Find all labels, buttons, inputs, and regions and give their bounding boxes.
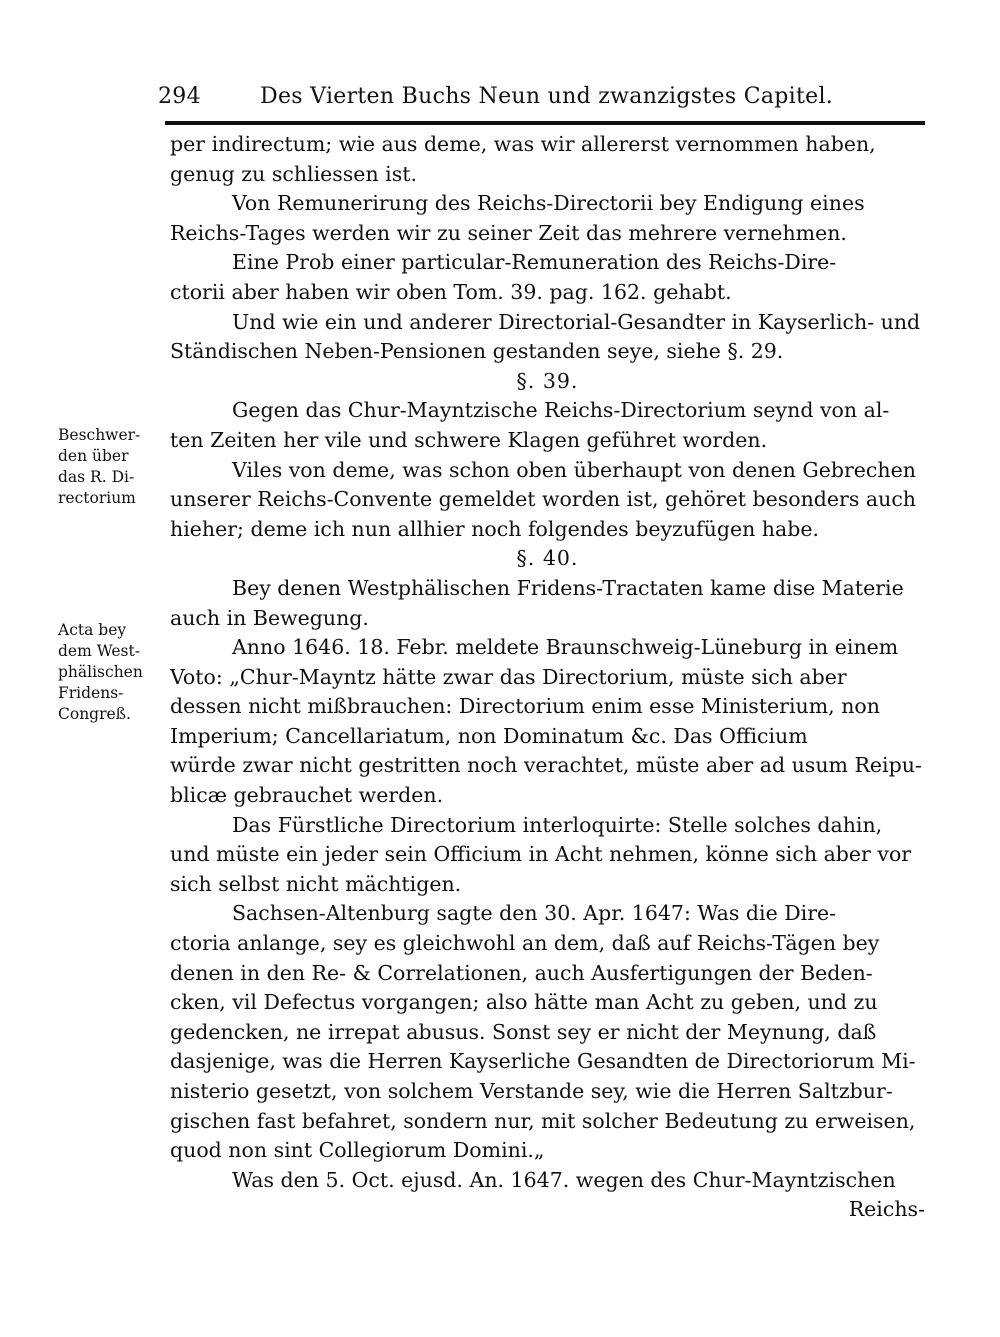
margin-note-line: den über bbox=[58, 447, 129, 465]
text-line: würde zwar nicht gestritten noch verachtet, müste aber ad usum Reipu- bbox=[170, 753, 922, 778]
margin-note-line: Congreß. bbox=[58, 705, 131, 723]
text-line: ten Zeiten her vile und schwere Klagen geführet worden. bbox=[170, 427, 768, 452]
margin-note-acta bbox=[58, 620, 163, 725]
section-heading-39: §. 39. bbox=[516, 368, 579, 393]
text-line: nisterio gesetzt, von solchem Verstande sey, wie die Herren Saltzbur- bbox=[170, 1079, 893, 1103]
text-line: Sachsen-Altenburg sagte den 30. Apr. 1647: Was die Dire- bbox=[232, 901, 837, 926]
text-line: Bey denen Westphälischen Fridens-Tractaten kame dise Materie bbox=[232, 575, 904, 600]
text-line: Anno 1646. 18. Febr. meldete Braunschweig-Lüneburg in einem bbox=[232, 635, 899, 660]
text-line: blicæ gebrauchet werden. bbox=[170, 783, 444, 808]
text-line: hieher; deme ich nun allhier noch folgendes beyzufügen habe. bbox=[170, 516, 819, 541]
text-line: Eine Prob einer particular-Remuneration des Reichs-Dire- bbox=[232, 250, 837, 275]
body-text bbox=[170, 130, 925, 1225]
text-line: Gegen das Chur-Mayntzische Reichs-Directorium seynd von al- bbox=[232, 398, 890, 423]
page-header bbox=[150, 78, 925, 118]
text-line: per indirectum; wie aus deme, was wir allererst vernommen haben, bbox=[170, 132, 876, 156]
text-line: Viles von deme, was schon oben überhaupt von denen Gebrechen bbox=[232, 457, 916, 482]
margin-note-line: Beschwer- bbox=[58, 426, 141, 444]
text-line: unserer Reichs-Convente gemeldet worden ist, gehöret besonders auch bbox=[170, 487, 916, 512]
text-line: Das Fürstliche Directorium interloquirte: Stelle solches dahin, bbox=[232, 812, 883, 837]
text-line: Reichs-Tages werden wir zu seiner Zeit das mehrere vernehmen. bbox=[170, 220, 847, 245]
margin-note-line: rectorium bbox=[58, 489, 136, 507]
text-line: auch in Bewegung. bbox=[170, 605, 369, 630]
text-line: dasjenige, was die Herren Kayserliche Gesandten de Directoriorum Mi- bbox=[170, 1049, 916, 1074]
text-line: Und wie ein und anderer Directorial-Gesandter in Kayserlich- und bbox=[232, 309, 921, 334]
text-line: gischen fast befahret, sondern nur, mit solcher Bedeutung zu erweisen, bbox=[170, 1108, 916, 1133]
margin-note-line: dem West- bbox=[58, 642, 140, 660]
text-line: Ständischen Neben-Pensionen gestanden seye, siehe §. 29. bbox=[170, 339, 784, 364]
text-line: ctoria anlange, sey es gleichwohl an dem, daß auf Reichs-Tägen bey bbox=[170, 931, 880, 956]
margin-note-line: phälischen bbox=[58, 663, 143, 681]
text-line: dessen nicht mißbrauchen: Directorium enim esse Ministerium, non bbox=[170, 694, 880, 719]
text-line: quod non sint Collegiorum Domini.„ bbox=[170, 1138, 545, 1163]
text-line: Von Remunerirung des Reichs-Directorii bey Endigung eines bbox=[232, 191, 865, 216]
section-heading-40: §. 40. bbox=[516, 546, 579, 571]
margin-note-complaints bbox=[58, 425, 163, 509]
page-number: 294 bbox=[158, 84, 201, 109]
text-line: ctorii aber haben wir oben Tom. 39. pag. 162. gehabt. bbox=[170, 279, 732, 304]
text-line: und müste ein jeder sein Officium in Acht nehmen, könne sich aber vor bbox=[170, 842, 912, 867]
text-line: sich selbst nicht mächtigen. bbox=[170, 871, 462, 896]
catchword: Reichs- bbox=[848, 1197, 925, 1222]
text-line: Was den 5. Oct. ejusd. An. 1647. wegen des Chur-Mayntzischen bbox=[232, 1167, 896, 1192]
running-title: Des Vierten Buchs Neun und zwanzigstes Capitel. bbox=[260, 84, 834, 109]
margin-note-line: Fridens- bbox=[58, 684, 124, 702]
header-rule bbox=[165, 121, 925, 125]
margin-note-line: Acta bey bbox=[58, 621, 127, 639]
text-line: genug zu schliessen ist. bbox=[170, 161, 417, 186]
text-line: denen in den Re- & Correlationen, auch Ausfertigungen der Beden- bbox=[170, 960, 873, 985]
text-line: Voto: „Chur-Mayntz hätte zwar das Directorium, müste sich aber bbox=[170, 664, 847, 689]
text-line: gedencken, ne irrepat abusus. Sonst sey er nicht der Meynung, daß bbox=[170, 1019, 877, 1044]
margin-note-line: das R. Di- bbox=[58, 468, 135, 486]
text-line: Imperium; Cancellariatum, non Dominatum &c. Das Officium bbox=[170, 723, 808, 748]
text-line: cken, vil Defectus vorgangen; also hätte man Acht zu geben, und zu bbox=[170, 990, 878, 1015]
